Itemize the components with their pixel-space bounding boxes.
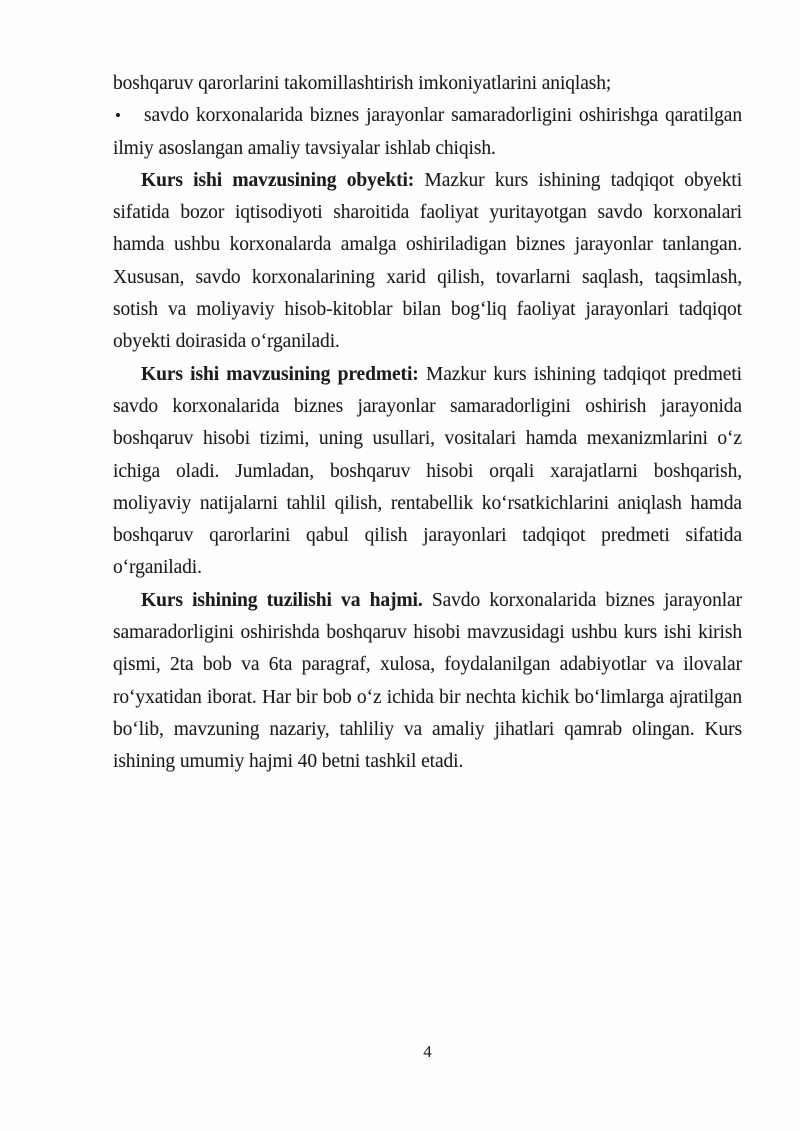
page-number: 4 xyxy=(423,1042,432,1061)
bullet-list-item xyxy=(113,100,742,165)
paragraph-text: Mazkur kurs ishining tadqiqot predmeti savdo korxonalarida biznes jarayonlar samaradorligini oshirish jarayonida boshqaruv hisobi tizimi, uning usullari, vositalari hamda mexanizmlarini o‘z ichiga oladi. Jumladan, boshqaruv hisobi orqali xarajatlarni boshqarish, moliyaviy natijalarni tahlil qilish, rentabellik ko‘rsatkichlarini aniqlash hamda boshqaruv qarorlarini qabul qilish jarayonlari tadqiqot predmeti sifatida o‘rganiladi. xyxy=(113,363,742,579)
document-body xyxy=(113,68,742,779)
paragraph-continuation xyxy=(113,68,742,100)
bullet-item-text: savdo korxonalarida biznes jarayonlar samaradorligini oshirishga qaratilgan ilmiy asoslangan amaliy tavsiyalar ishlab chiqish. xyxy=(113,105,742,159)
paragraph-lead: Kurs ishi mavzusining obyekti: xyxy=(141,169,415,191)
paragraph-object-of-study xyxy=(113,165,742,359)
paragraph-text: boshqaruv qarorlarini takomillashtirish imkoniyatlarini aniqlash; xyxy=(113,73,612,94)
bullet-icon: • xyxy=(115,106,121,126)
paragraph-lead: Kurs ishi mavzusining predmeti: xyxy=(141,363,419,385)
paragraph-text: Savdo korxonalarida biznes jarayonlar samaradorligini oshirishda boshqaruv hisobi mavzusidagi ushbu kurs ishi kirish qismi, 2ta bob va 6ta paragraf, xulosa, foydalanilgan adabiyotlar va ilovalar ro‘yxatidan iborat. Har bir bob o‘z ichida bir nechta kichik bo‘limlarga ajratilgan bo‘lib, mavzuning nazariy, tahliliy va amaliy jihatlari qamrab olingan. Kurs ishining umumiy hajmi 40 betni tashkil etadi. xyxy=(113,589,743,773)
paragraph-structure-and-volume xyxy=(113,585,742,779)
paragraph-lead: Kurs ishining tuzilishi va hajmi. xyxy=(141,589,423,611)
paragraph-text: Mazkur kurs ishining tadqiqot obyekti sifatida bozor iqtisodiyoti sharoitida faoliyat yuritayotgan savdo korxonalari hamda ushbu korxonalarda amalga oshiriladigan biznes jarayonlar tanlangan. Xususan, savdo korxonalarining xarid qilish, tovarlarni saqlash, taqsimlash, sotish va moliyaviy hisob-kitoblar bilan bog‘liq faoliyat jarayonlari tadqiqot obyekti doirasida o‘rganiladi. xyxy=(113,169,743,353)
paragraph-subject-of-study xyxy=(113,359,742,585)
